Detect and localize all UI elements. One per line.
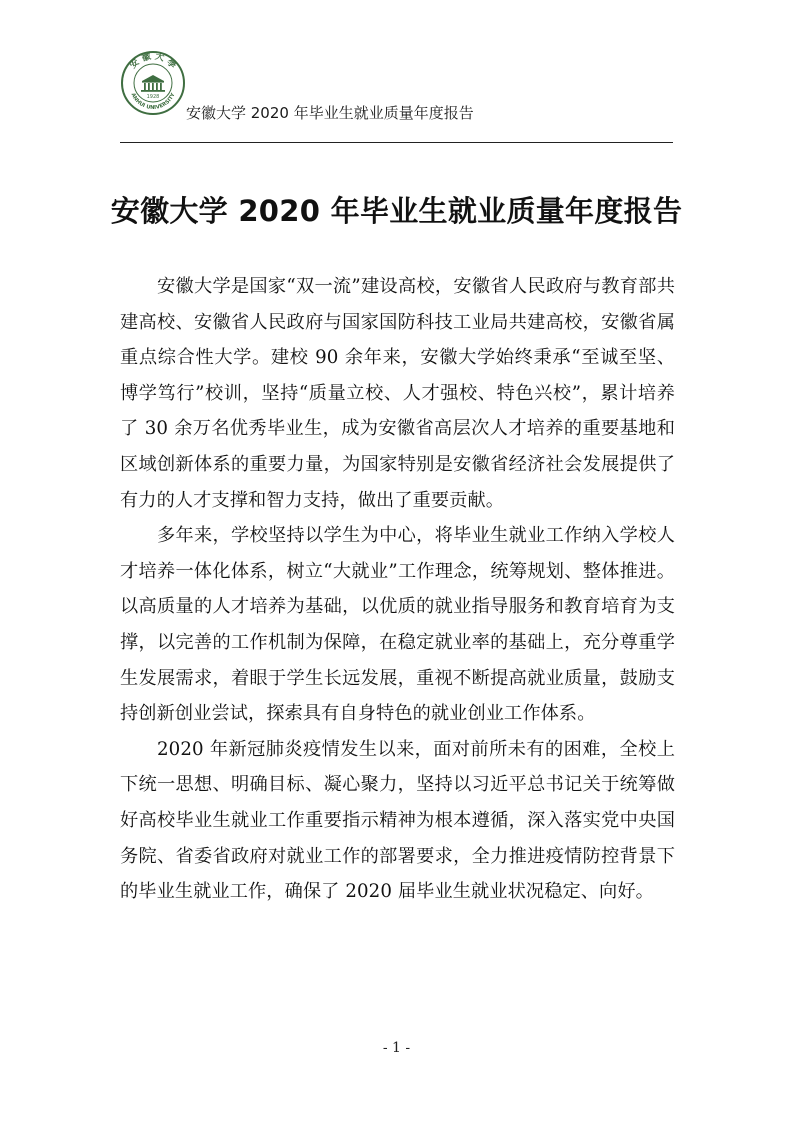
logo-building-icon — [141, 75, 165, 92]
logo-bottom-text: ANHUI UNIVERSITY — [129, 92, 177, 112]
document-title: 安徽大学 2020 年毕业生就业质量年度报告 — [110, 194, 683, 228]
page-number: - 1 - — [382, 1040, 411, 1056]
logo-year: 1928 — [146, 94, 160, 100]
paragraph-1: 安徽大学是国家“双一流”建设高校，安徽省人民政府与教育部共建高校、安徽省人民政府与国家国防科技工业局共建高校，安徽省属重点综合性大学。建校 90 余年来，安徽大学始终秉承“至诚至坚、博学笃行”校训，坚持“质量立校、人才强校、特色兴校”，累计培养了 30 余万名优秀毕业生，成为安徽省高层次人才培养的重要基地和区域创新体系的重要力量，为国家特别是安徽省经济社会发展提供了有力的人才支撑和智力支持，做出了重要贡献。 — [120, 276, 675, 511]
page-header — [120, 50, 673, 142]
paragraph-3: 2020 年新冠肺炎疫情发生以来，面对前所未有的困难，全校上下统一思想、明确目标、凝心聚力，坚持以习近平总书记关于统筹做好高校毕业生就业工作重要指示精神为根本遵循，深入落实党中央国务院、省委省政府对就业工作的部署要求，全力推进疫情防控背景下的毕业生就业工作，确保了 2020 届毕业生就业状况稳定、向好。 — [120, 738, 675, 903]
document-body — [120, 269, 675, 910]
university-logo — [120, 50, 186, 116]
header-title: 安徽大学 2020 年毕业生就业质量年度报告 — [186, 104, 474, 122]
logo-top-text: 安 徽 大 學 — [128, 51, 178, 71]
svg-text:安 徽 大 學 — [127, 50, 179, 71]
header-divider — [120, 142, 673, 143]
paragraph-2: 多年来，学校坚持以学生为中心，将毕业生就业工作纳入学校人才培养一体化体系，树立“大就业”工作理念，统筹规划、整体推进。以高质量的人才培养为基础，以优质的就业指导服务和教育培育为支撑，以完善的工作机制为保障，在稳定就业率的基础上，充分尊重学生发展需求，着眼于学生长远发展，重视不断提高就业质量，鼓励支持创新创业尝试，探索具有自身特色的就业创业工作体系。 — [120, 525, 675, 725]
